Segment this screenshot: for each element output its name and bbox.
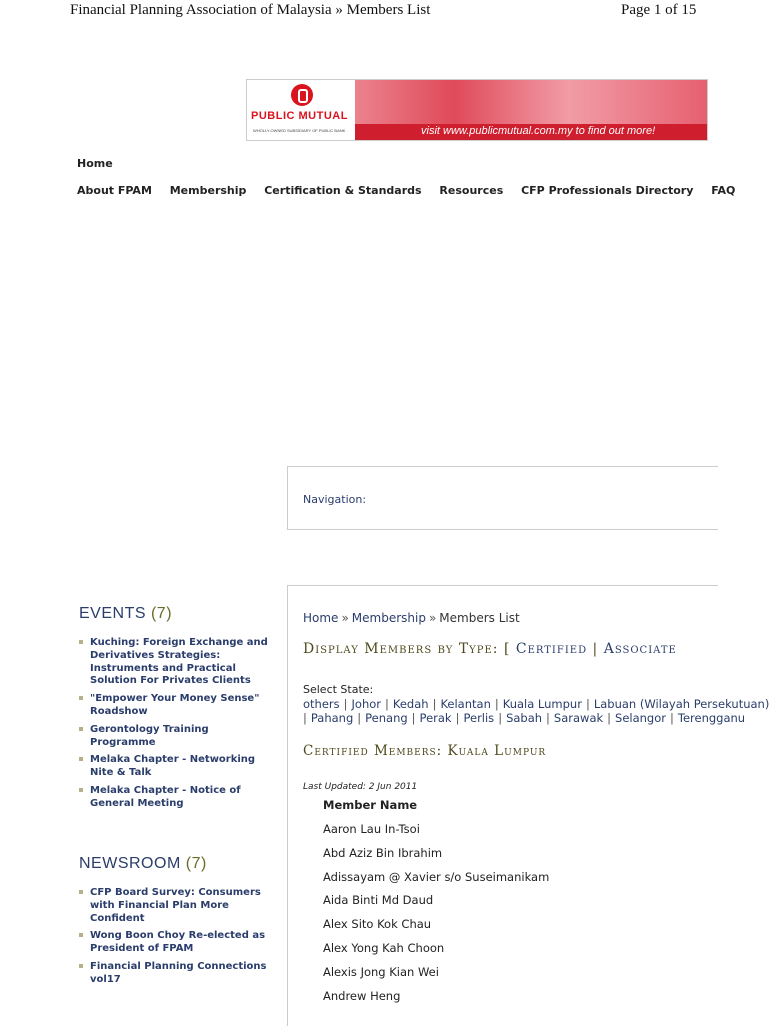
main-content [287,585,769,1026]
nav-item-directory[interactable]: CFP Professionals Directory [521,184,694,197]
member-row: Aaron Lau In-Tsoi [323,822,420,836]
member-row: Aida Binti Md Daud [323,893,434,908]
type-associate-link[interactable]: Associate [603,641,677,657]
state-link[interactable]: Kuala Lumpur [502,697,582,711]
banner-subtitle: WHOLLY-OWNED SUBSIDIARY OF PUBLIC BANK [253,128,346,133]
display-heading-prefix: Display Members by Type: [ [303,641,511,657]
state-link[interactable]: Perlis [463,711,495,725]
newsroom-heading [79,855,207,873]
breadcrumb-current: Members List [439,611,520,625]
banner-logo-area [247,80,355,140]
events-heading [79,605,172,623]
member-row: Alexis Jong Kian Wei [323,964,439,979]
state-link[interactable]: Kelantan [440,697,491,711]
event-item[interactable]: "Empower Your Money Sense" Roadshow [79,693,269,719]
member-list [323,822,549,1012]
newsroom-count: (7) [185,855,207,872]
breadcrumb-home[interactable]: Home [303,611,339,625]
event-item[interactable]: Kuching: Foreign Exchange and Derivatives Strategies: Instruments and Practical Solution For Privates Clients [79,637,269,688]
state-link[interactable]: Labuan (Wilayah Persekutuan) [593,697,769,711]
nav-home-link[interactable]: Home [77,157,113,170]
main-nav [77,184,749,197]
banner-cta[interactable]: visit www.publicmutual.com.my to find out more! [421,125,656,137]
certified-members-heading: Certified Members: Kuala Lumpur [303,743,547,759]
state-row-1: others | Johor | Kedah | Kelantan | Kuala Lumpur | Labuan (Wilayah Persekutuan) [303,697,769,711]
state-link[interactable]: Perak [419,711,452,725]
state-link[interactable]: Johor [351,697,381,711]
breadcrumb: Home » Membership » Members List [303,611,520,625]
news-item[interactable]: Wong Boon Choy Re-elected as President of FPAM [79,930,269,956]
nav-item-faq[interactable]: FAQ [711,184,736,197]
news-item[interactable]: CFP Board Survey: Consumers with Financial Plan More Confident [79,887,269,925]
state-link[interactable]: Kedah [392,697,429,711]
news-item[interactable]: Financial Planning Connections vol17 [79,961,269,987]
nav-item-resources[interactable]: Resources [439,184,504,197]
breadcrumb-membership[interactable]: Membership [351,611,426,625]
last-updated: Last Updated: 2 Jun 2011 [303,782,418,792]
public-mutual-banner-ad[interactable] [246,79,708,141]
display-members-heading: Display Members by Type: [ Certified | Associate [303,641,677,657]
nav-item-about[interactable]: About FPAM [77,184,152,197]
print-page-number: Page 1 of 15 [621,2,697,18]
state-link[interactable]: Sarawak [553,711,604,725]
state-link[interactable]: Sabah [506,711,543,725]
newsroom-title: NEWSROOM [79,855,181,872]
state-link[interactable]: Selangor [615,711,667,725]
public-mutual-logo-icon [291,84,313,106]
member-name-column-header: Member Name [323,798,418,812]
state-link[interactable]: Penang [365,711,408,725]
events-count: (7) [150,605,173,622]
member-row: Alex Sito Kok Chau [323,917,432,932]
newsroom-list [79,887,269,992]
state-filter-links [303,697,769,725]
print-header-title: Financial Planning Association of Malaysia » Members List [70,2,431,18]
member-row: Abd Aziz Bin Ibrahim [323,845,443,860]
state-link[interactable]: Pahang [310,711,354,725]
state-row-2: | Pahang | Penang | Perak | Perlis | Sabah | Sarawak | Selangor | Terengganu [303,711,746,725]
nav-item-membership[interactable]: Membership [169,184,247,197]
select-state-label: Select State: [303,683,374,696]
event-item[interactable]: Melaka Chapter - Networking Nite & Talk [79,754,269,780]
member-row: Adissayam @ Xavier s/o Suseimanikam [323,869,550,884]
events-list [79,637,269,816]
navigation-label: Navigation: [303,493,367,506]
event-item[interactable]: Melaka Chapter - Notice of General Meeting [79,785,269,811]
banner-brand: PUBLIC MUTUAL [251,110,348,122]
member-row: Andrew Heng [323,988,401,1003]
state-link[interactable]: others [303,697,340,711]
state-link[interactable]: Terengganu [677,711,746,725]
navigation-box [287,466,718,530]
member-row: Alex Yong Kah Choon [323,940,445,955]
nav-item-certification[interactable]: Certification & Standards [264,184,422,197]
type-certified-link[interactable]: Certified [515,641,588,657]
events-title: EVENTS [79,605,147,622]
event-item[interactable]: Gerontology Training Programme [79,724,269,750]
